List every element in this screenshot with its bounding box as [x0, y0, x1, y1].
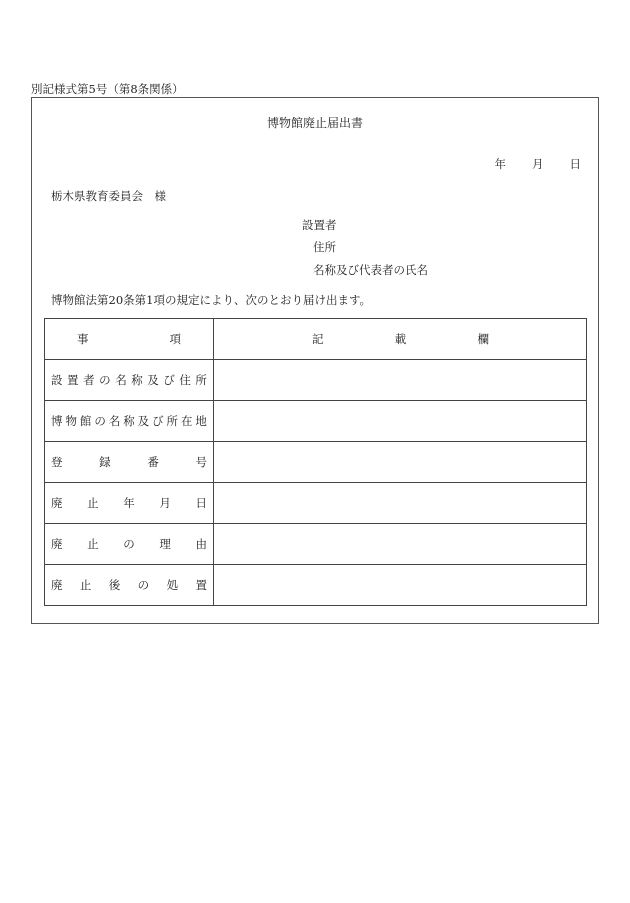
- items-table: [44, 318, 587, 606]
- row-label-char: 日: [195, 496, 207, 510]
- table-header-row: [45, 319, 587, 360]
- row-label-cell: [45, 360, 214, 401]
- row-label-char: 所: [166, 414, 178, 428]
- row-label-char: 番: [147, 455, 159, 469]
- row-label-char: 名: [108, 414, 121, 428]
- row-label-char: 年: [123, 496, 135, 510]
- row-label-char: 登: [51, 455, 63, 469]
- form-number-label: 別記様式第5号（第8条関係）: [31, 82, 184, 96]
- document-title: 博物館廃止届出書: [266, 116, 363, 130]
- row-label-char: 及: [137, 414, 150, 428]
- header-item-cell: [45, 319, 214, 360]
- row-label-char: 由: [195, 537, 207, 551]
- header-entry-char: 記: [312, 332, 324, 346]
- row-label-char: 理: [159, 537, 171, 551]
- header-entry-char: 載: [394, 332, 407, 346]
- row-label-char: 館: [79, 414, 92, 428]
- row-label-char: び: [163, 373, 175, 387]
- row-label-char: 月: [159, 496, 171, 510]
- row-label-cell: [45, 442, 214, 483]
- addressee: 栃木県教育委員会 様: [51, 189, 166, 203]
- row-label-char: 称: [131, 373, 143, 387]
- row-label-char: 廃: [51, 578, 63, 592]
- row-label-char: 止: [87, 537, 99, 551]
- row-entry-field[interactable]: [214, 524, 587, 565]
- table-row: [45, 565, 587, 606]
- row-label-char: の: [94, 414, 106, 428]
- row-label-char: 号: [195, 455, 207, 469]
- row-label-char: 在: [180, 414, 193, 428]
- row-entry-field[interactable]: [214, 442, 587, 483]
- row-label-char: 及: [147, 373, 159, 387]
- table-row: [45, 483, 587, 524]
- row-label-char: の: [99, 373, 111, 387]
- table-row: [45, 524, 587, 565]
- row-label-char: び: [152, 414, 164, 428]
- row-label-char: 処: [166, 578, 179, 592]
- address-label: 住所: [313, 240, 336, 254]
- row-label-char: 廃: [51, 537, 63, 551]
- row-label-cell: [45, 524, 214, 565]
- row-label-char: 名: [115, 373, 127, 387]
- header-entry-char: 欄: [477, 332, 489, 346]
- row-label-char: 止: [87, 496, 99, 510]
- table-row: [45, 401, 587, 442]
- row-entry-field[interactable]: [214, 401, 587, 442]
- header-entry-cell: [214, 319, 587, 360]
- date-day: 日: [569, 157, 581, 171]
- row-label-char: 後: [108, 578, 121, 592]
- row-label-char: 地: [195, 414, 207, 428]
- row-label-char: 置: [67, 373, 79, 387]
- date-line: [469, 156, 582, 172]
- representative-name-label: 名称及び代表者の氏名: [313, 263, 428, 277]
- row-label-char: 設: [51, 373, 63, 387]
- date-month: 月: [532, 157, 544, 171]
- header-item-char: 項: [169, 332, 181, 346]
- header-item-char: 事: [77, 332, 89, 346]
- row-label-char: 住: [179, 373, 191, 387]
- form-frame: [31, 97, 599, 624]
- row-label-char: 称: [123, 414, 135, 428]
- table-row: [45, 442, 587, 483]
- row-label-char: 者: [83, 373, 95, 387]
- intro-statement: 博物館法第20条第1項の規定により、次のとおり届け出ます。: [51, 293, 372, 307]
- founder-label: 設置者: [302, 218, 337, 232]
- row-label-cell: [45, 483, 214, 524]
- row-entry-field[interactable]: [214, 565, 587, 606]
- row-entry-field[interactable]: [214, 483, 587, 524]
- row-label-cell: [45, 401, 214, 442]
- row-label-char: 録: [99, 455, 111, 469]
- row-label-char: 博: [51, 414, 63, 428]
- row-label-cell: [45, 565, 214, 606]
- row-label-char: の: [137, 578, 150, 592]
- row-entry-field[interactable]: [214, 360, 587, 401]
- date-year: 年: [494, 157, 506, 171]
- row-label-char: 置: [195, 578, 207, 592]
- table-row: [45, 360, 587, 401]
- row-label-char: 物: [65, 414, 77, 428]
- row-label-char: の: [123, 537, 135, 551]
- row-label-char: 止: [79, 578, 92, 592]
- row-label-char: 廃: [51, 496, 63, 510]
- row-label-char: 所: [195, 373, 207, 387]
